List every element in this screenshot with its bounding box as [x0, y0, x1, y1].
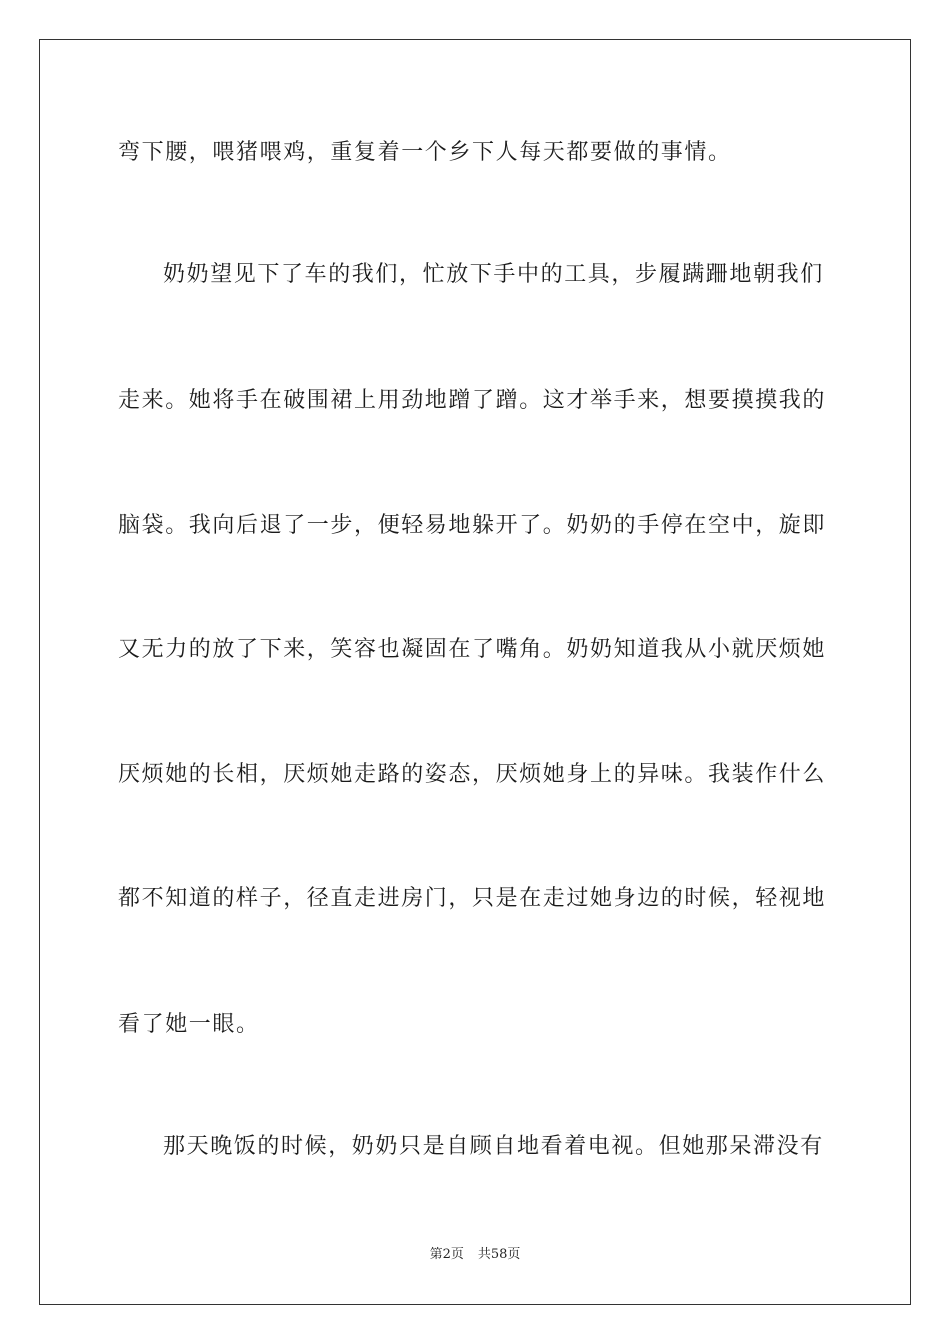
text-line-3: 走来。她将手在破围裙上用劲地蹭了蹭。这才举手来，想要摸摸我的: [118, 388, 827, 413]
page-number: 第2页: [429, 1247, 464, 1262]
text-line-7: 都不知道的样子，径直走进房门，只是在走过她身边的时候，轻视地: [118, 886, 827, 911]
text-line-4: 脑袋。我向后退了一步，便轻易地躲开了。奶奶的手停在空中，旋即: [118, 513, 827, 538]
text-line-6: 厌烦她的长相，厌烦她走路的姿态，厌烦她身上的异味。我装作什么: [118, 762, 827, 787]
text-line-1: 弯下腰，喂猪喂鸡，重复着一个乡下人每天都要做的事情。: [118, 140, 732, 165]
page-border: [39, 39, 911, 1305]
text-line-9: 那天晚饭的时候，奶奶只是自顾自地看着电视。但她那呆滞没有: [163, 1134, 824, 1159]
text-line-2: 奶奶望见下了车的我们，忙放下手中的工具，步履蹒跚地朝我们: [163, 262, 824, 287]
page-footer: [0, 1246, 950, 1264]
page-total: 共58页: [477, 1247, 521, 1262]
text-line-5: 又无力的放了下来，笑容也凝固在了嘴角。奶奶知道我从小就厌烦她: [118, 637, 827, 662]
text-line-8: 看了她一眼。: [118, 1012, 260, 1037]
